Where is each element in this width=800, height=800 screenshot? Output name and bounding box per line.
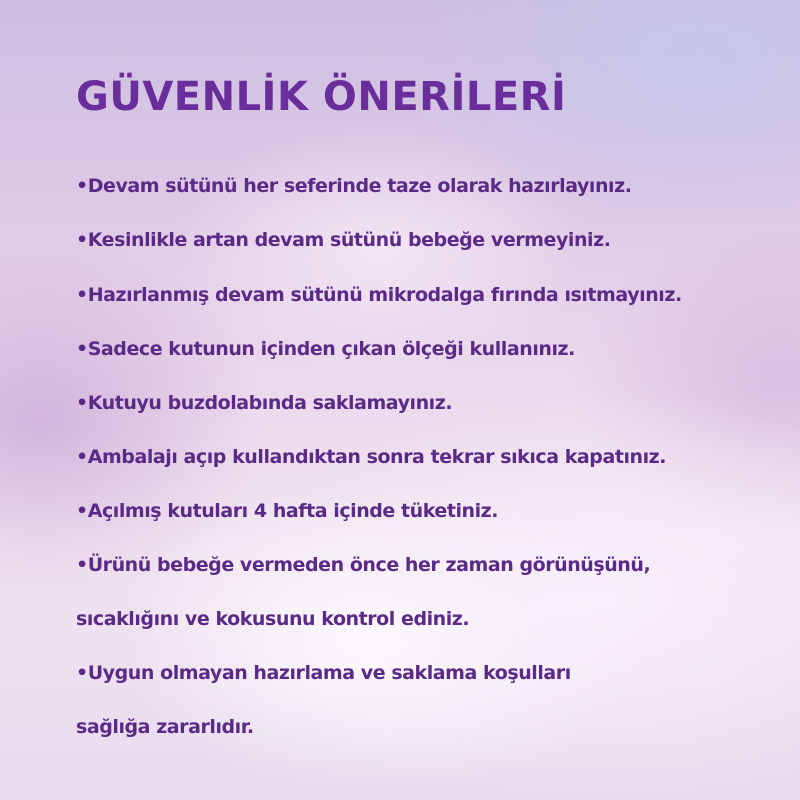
list-item-text: Uygun olmayan hazırlama ve saklama koşulları: [87, 662, 571, 684]
list-item-text: Ürünü bebeğe vermeden önce her zaman görünüşünü,: [87, 554, 651, 576]
list-item-text: Sadece kutunun içinden çıkan ölçeği kullanınız.: [87, 338, 575, 360]
list-item: [76, 337, 575, 361]
bullet-point: •: [76, 554, 88, 576]
list-item: [76, 228, 610, 252]
bullet-point: •: [76, 229, 88, 251]
list-item: [76, 553, 650, 577]
bullet-point: •: [76, 338, 88, 360]
list-item-text: sağlığa zararlıdır.: [76, 716, 254, 738]
list-item-text: Açılmış kutuları 4 hafta içinde tüketiniz.: [87, 500, 499, 522]
list-item: [76, 391, 452, 415]
bullet-point: •: [76, 175, 88, 197]
list-item-text: Devam sütünü her seferinde taze olarak hazırlayınız.: [87, 175, 632, 197]
list-item-continuation: [76, 715, 254, 739]
list-item: [76, 445, 666, 469]
list-item-text: Hazırlanmış devam sütünü mikrodalga fırında ısıtmayınız.: [87, 284, 682, 306]
list-item-text: sıcaklığını ve kokusunu kontrol ediniz.: [76, 608, 470, 630]
bullet-point: •: [76, 284, 88, 306]
list-item: [76, 499, 498, 523]
bullet-point: •: [76, 500, 88, 522]
list-item: [76, 174, 632, 198]
list-item: [76, 283, 682, 307]
bullet-point: •: [76, 392, 88, 414]
list-item-continuation: [76, 607, 469, 631]
list-item-text: Kesinlikle artan devam sütünü bebeğe vermeyiniz.: [87, 229, 611, 251]
list-item: [76, 661, 571, 685]
list-item-text: Kutuyu buzdolabında saklamayınız.: [87, 392, 453, 414]
bullet-point: •: [76, 662, 88, 684]
page-title: GÜVENLİK ÖNERİLERİ: [76, 74, 567, 120]
list-item-text: Ambalajı açıp kullandıktan sonra tekrar sıkıca kapatınız.: [87, 446, 667, 468]
bullet-point: •: [76, 446, 88, 468]
